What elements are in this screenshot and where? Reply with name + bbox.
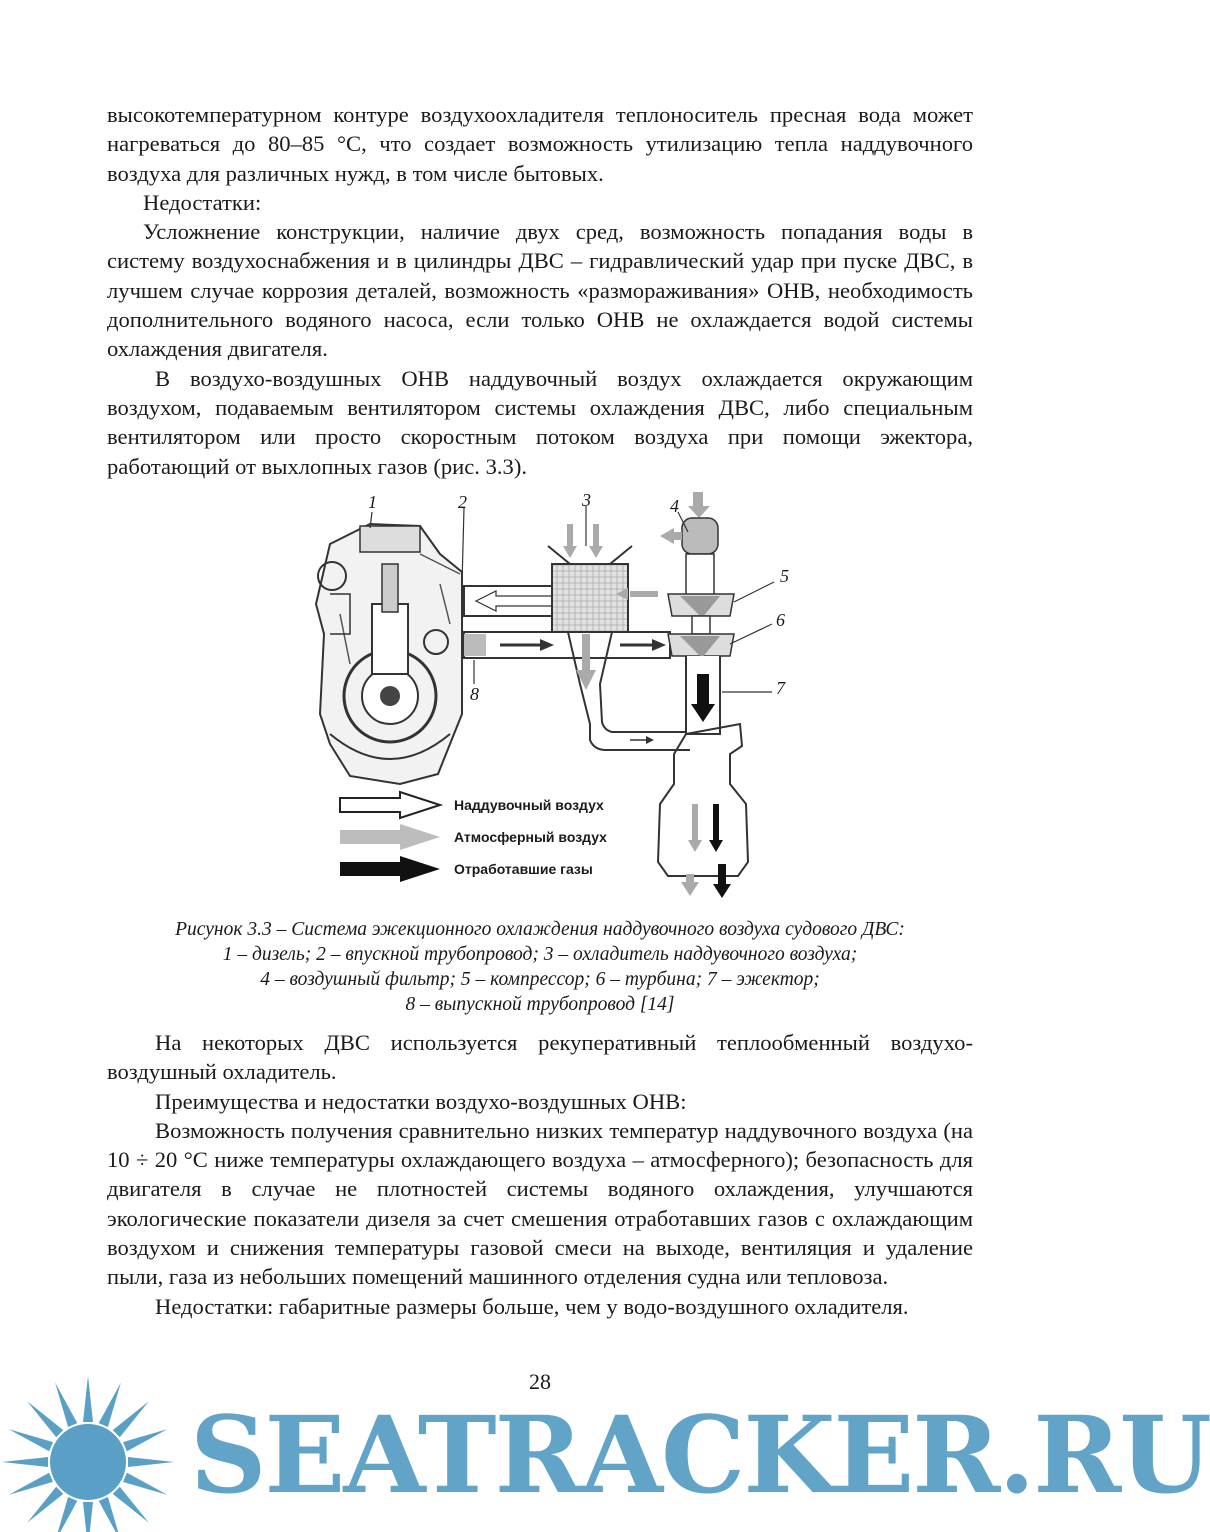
diesel-engine [316, 524, 462, 784]
legend [340, 792, 607, 882]
page-number: 28 [529, 1369, 551, 1394]
label-number: 8 [470, 684, 479, 704]
paragraph: В воздухо-воздушных ОНВ наддувочный воздух охлаждается окружающим воздухом, подаваемым вентилятором системы охлаждения ДВС, либо специальным вентилятором или просто скоростным потоком воздуха при помощи эжектора, работающий от выхлопных газов (рис. 3.3). [107, 365, 973, 479]
label-number: 6 [776, 610, 785, 630]
paragraph: Усложнение конструкции, наличие двух сред, возможность попадания воды в систему воздухоснабжения и в цилиндры ДВС – гидравлический удар при пуске ДВС, в лучшем случае коррозия деталей, возможность «размораживания» ОНВ, необходимость дополнительного водяного насоса, если только ОНВ не охлаждается водой системы охлаждения двигателя. [107, 219, 973, 362]
caption-line: 4 – воздушный фильтр; 5 – компрессор; 6 – турбина; 7 – эжектор; [260, 969, 820, 990]
label-number: 4 [670, 496, 679, 516]
figure-caption [100, 917, 980, 1017]
legend-label: Атмосферный воздух [454, 829, 607, 845]
caption-line: 8 – выпускной трубопровод [14] [405, 994, 675, 1015]
paragraph: Недостатки: габаритные размеры больше, чем у водо-воздушного охладителя. [155, 1293, 909, 1319]
paragraph: высокотемпературном контуре воздухоохладителя теплоноситель пресная вода может нагреваться до 80–85 °С, что создает возможность утилизацию тепла наддувочного воздуха для различных нужд, в том числе бытовых. [107, 102, 973, 186]
label-number: 5 [780, 566, 789, 586]
caption-line: 1 – дизель; 2 – впускной трубопровод; 3 – охладитель наддувочного воздуха; [222, 944, 858, 965]
text-bottom [107, 1028, 973, 1321]
paragraph: На некоторых ДВС используется рекуперативный теплообменный воздухо-воздушный охладитель. [107, 1030, 973, 1085]
label-number: 1 [368, 492, 377, 512]
label-number: 7 [776, 678, 785, 698]
paragraph: Недостатки: [143, 189, 262, 215]
paragraph: Возможность получения сравнительно низких температур наддувочного воздуха (на 10 ÷ 20 °С ниже температуры охлаждающего воздуха – атмосферного); безопасность для двигателя в случае не плотностей системы водяного охлаждения, улучшаются экологические показатели дизеля за счет смешения отработавших газов с охлаждающим воздухом и снижения температуры газовой смеси на выходе, вентиляция и удаление пыли, газа из небольших помещений машинного отделения судна или тепловоза. [107, 1117, 973, 1290]
label-number: 2 [458, 492, 467, 512]
caption-line: Рисунок 3.3 – Система эжекционного охлаждения наддувочного воздуха судового ДВС: [175, 919, 905, 940]
watermark-text: SEATRACKER.RU [190, 1392, 1210, 1517]
legend-label: Отработавшие газы [454, 861, 593, 877]
intake-pipe [464, 586, 560, 616]
legend-arrow-exhaust-gas [340, 856, 440, 882]
legend-label: Наддувочный воздух [454, 797, 604, 813]
turbocharger-ejector [658, 492, 748, 898]
legend-arrow-charge-air [340, 792, 440, 818]
legend-arrow-atmospheric-air [340, 824, 440, 850]
text-top [107, 100, 973, 481]
exhaust-pipe [464, 632, 670, 658]
ejection-cooling-diagram [290, 484, 810, 904]
label-number: 3 [582, 490, 591, 510]
paragraph: Преимущества и недостатки воздухо-воздушных ОНВ: [155, 1088, 687, 1114]
